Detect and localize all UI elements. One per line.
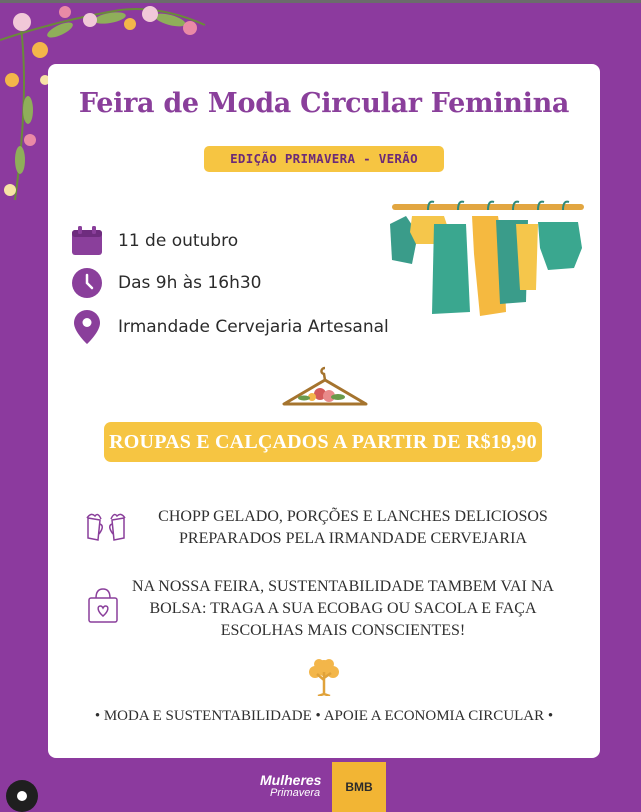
edition-badge: EDIÇÃO PRIMAVERA - VERÃO xyxy=(204,146,444,172)
food-feature-line2: PREPARADOS PELA IRMANDADE CERVEJARIA xyxy=(179,530,527,547)
price-banner: ROUPAS E CALÇADOS A PARTIR DE R$19,90 xyxy=(104,422,542,462)
flyer-title: Feira de Moda Circular Feminina xyxy=(78,88,570,119)
footer-tagline: • MODA E SUSTENTABILIDADE • APOIE A ECONOMIA CIRCULAR • xyxy=(94,708,554,724)
shopping-bag-heart-icon xyxy=(86,586,120,624)
mulheres-primavera-logo xyxy=(248,772,326,802)
avatar[interactable] xyxy=(2,776,42,812)
clock-icon xyxy=(70,266,104,300)
calendar-icon xyxy=(70,224,104,258)
beer-mugs-icon xyxy=(84,508,128,544)
food-feature-line1: CHOPP GELADO, PORÇÕES E LANCHES DELICIOSOS xyxy=(158,508,548,525)
event-date: 11 de outubro xyxy=(118,231,239,251)
location-row xyxy=(70,310,389,344)
bag-feature-line1: NA NOSSA FEIRA, SUSTENTABILIDADE TAMBEM VAI NA xyxy=(132,578,554,595)
bag-feature-text xyxy=(118,576,568,642)
location-pin-icon xyxy=(70,310,104,344)
date-row xyxy=(70,224,238,258)
bag-feature-line2: BOLSA: TRAGA A SUA ECOBAG OU SACOLA E FAÇA xyxy=(149,600,537,617)
hanger-flowers-icon xyxy=(280,364,370,414)
event-time: Das 9h às 16h30 xyxy=(118,273,262,293)
bag-feature-line3: ESCOLHAS MAIS CONSCIENTES! xyxy=(220,622,466,639)
time-row xyxy=(70,266,261,300)
food-feature-text xyxy=(128,506,578,550)
tree-icon xyxy=(304,656,344,696)
flyer-card xyxy=(48,64,600,758)
logo-mulheres-text: Mulheres xyxy=(260,772,322,788)
clothing-rack-illustration xyxy=(388,194,588,322)
partner-logo: BMB xyxy=(332,762,386,812)
event-location: Irmandade Cervejaria Artesanal xyxy=(118,317,389,337)
logo-primavera-text: Primavera xyxy=(270,787,321,799)
